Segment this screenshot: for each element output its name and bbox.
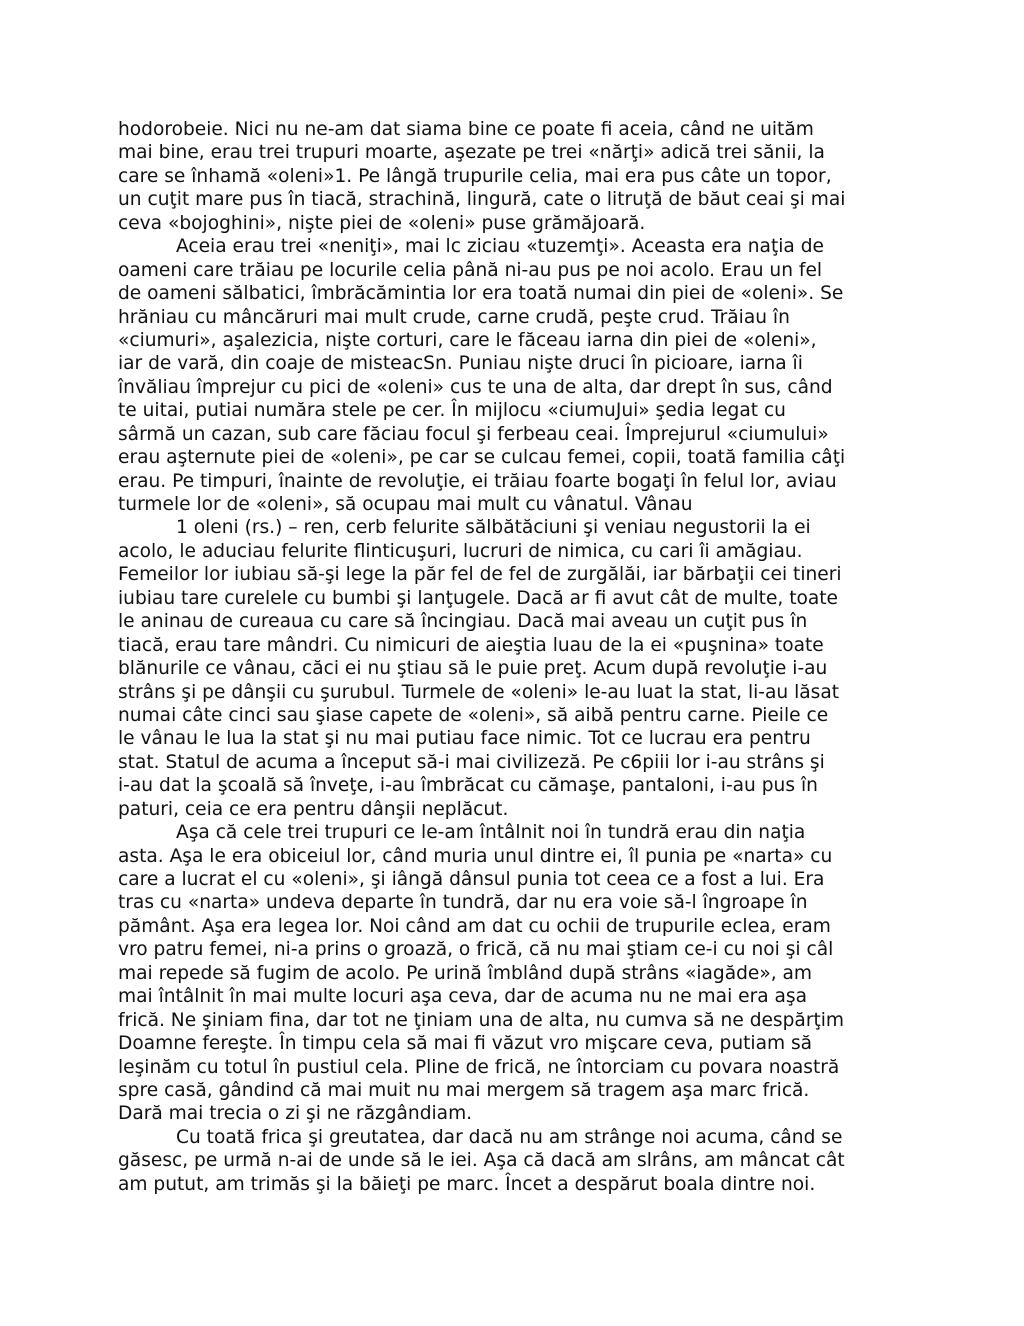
text-line: hodorobeie. Nici nu ne-am dat siama bine ce poate fi aceia, când ne uităm <box>118 119 814 140</box>
text-line: leşinăm cu totul în pustiul cela. Pline de frică, ne întorciam cu povara noastră <box>118 1056 840 1078</box>
text-line: acolo, le aduciau felurite flinticuşuri, lucruri de nimica, cu cari îi amăgiau. <box>118 540 803 562</box>
text-line: mai repede să fugim de acolo. Pe urină îmblând după strâns «iagăde», am <box>118 962 813 984</box>
text-line: iubiau tare curelele cu bumbi şi lanţugele. Dacă ar fi avut cât de multe, toate <box>118 587 838 609</box>
text-line: hrăniau cu mâncăruri mai mult crude, carne crudă, peşte crud. Trăiau în <box>118 306 790 328</box>
paragraph-start-line: 1 oleni (rs.) – ren, cerb felurite sălbătăciuni şi veniau negustorii la ei <box>176 517 811 539</box>
text-line: iar de vară, din coaje de misteacSn. Puniau nişte druci în picioare, iarna îi <box>118 353 803 375</box>
text-line: «ciumuri», aşalezicia, nişte corturi, care le făceau iarna din piei de «oleni», <box>118 329 817 351</box>
text-line: care se înhamă «oleni»1. Pe lângă trupurile celia, mai era pus câte un topor, <box>118 165 832 187</box>
text-line: le vânau le lua la stat şi nu mai putiau face nimic. Tot ce lucrau era pentru <box>118 728 811 750</box>
text-line: pământ. Aşa era legea lor. Noi când am dat cu ochii de trupurile eclea, eram <box>118 915 831 937</box>
text-line: strâns şi pe dânşii cu şurubul. Turmele de «oleni» le-au luat la stat, li-au lăsat <box>118 681 840 703</box>
text-line: Femeilor lor iubiau să-şi lege la păr fel de fel de zurgălăi, iar bărbaţii cei tineri <box>118 564 842 586</box>
text-line: i-au dat la şcoală să înveţe, i-au îmbrăcat cu cămaşe, pantaloni, i-au pus în <box>118 775 818 797</box>
text-line: mai întâlnit în mai multe locuri aşa ceva, dar de acuma nu ne mai era aşa <box>118 986 808 1008</box>
text-line: tras cu «narta» undeva departe în tundră, dar nu era voie să-l îngroape în <box>118 892 808 914</box>
text-line: oameni care trăiau pe locurile celia până ni-au pus pe noi acolo. Erau un fel <box>118 259 823 281</box>
text-line: am putut, am trimăs şi la băieţi pe marc. Încet a despărut boala dintre noi. <box>118 1173 816 1195</box>
text-line: vro patru femei, ni-a prins o groază, o frică, că nu mai ştiam ce-i cu noi şi câl <box>118 939 834 961</box>
body-text <box>118 118 908 1196</box>
text-line: Dară mai trecia o zi şi ne răzgândiam. <box>118 1103 473 1125</box>
text-line: blănurile ce vânau, căci ei nu ştiau să le puie preţ. Acum după revoluţie i-au <box>118 658 828 680</box>
text-line: erau aşternute piei de «oleni», pe car se culcau femei, copii, toată familia câţi <box>118 447 846 469</box>
text-line: ceva «bojoghini», nişte piei de «oleni» puse grămăjoară. <box>118 212 646 234</box>
text-line: Doamne fereşte. În timpu cela să mai fi văzut vro mişcare ceva, putiam să <box>118 1033 813 1055</box>
text-line: paturi, ceia ce era pentru dânşii neplăcut. <box>118 798 509 820</box>
text-line: le aninau de cureaua cu care să încingiau. Dacă mai aveau un cuţit pus în <box>118 611 808 633</box>
text-line: frică. Ne şiniam fina, dar tot ne ţiniam una de alta, nu cumva să ne despărţim <box>118 1009 845 1031</box>
paragraph-start-line: Cu toată frica şi greutatea, dar dacă nu am strânge noi acuma, când se <box>176 1126 843 1148</box>
text-line: numai câte cinci sau şiase capete de «oleni», să aibă pentru carne. Pieile ce <box>118 704 829 726</box>
text-line: asta. Aşa le era obiceiul lor, când muria unul dintre ei, îl punia pe «narta» cu <box>118 845 833 867</box>
text-line: de oameni sălbatici, îmbrăcămintia lor era toată numai din piei de «oleni». Se <box>118 283 844 305</box>
text-line: învăliau împrejur cu pici de «oleni» cus te una de alta, dar drept în sus, când <box>118 376 833 398</box>
text-line: turmele lor de «oleni», să ocupau mai mult cu vânatul. Vânau <box>118 494 693 515</box>
text-line: erau. Pe timpuri, înainte de revoluţie, ei trăiau foarte bogaţi în felul lor, aviau <box>118 470 837 492</box>
text-line: stat. Statul de acuma a început să-i mai civilizeză. Pe c6piii lor i-au strâns şi <box>118 751 825 773</box>
paragraph-start-line: Aceia erau trei «neniţi», mai lc ziciau «tuzemţi». Aceasta era naţia de <box>176 236 824 258</box>
text-line: un cuţit mare pus în tiacă, strachină, lingură, cate o litruţă de băut ceai şi mai <box>118 189 846 211</box>
text-line: care a lucrat el cu «oleni», şi iângă dânsul punia tot ceea ce a fost a lui. Era <box>118 869 825 890</box>
text-line: mai bine, erau trei trupuri moarte, aşezate pe trei «nărţi» adică trei sănii, la <box>118 142 825 164</box>
text-line: spre casă, gândind că mai muit nu mai mergem să tragem aşa marc frică. <box>118 1079 810 1101</box>
text-line: tiacă, erau tare mândri. Cu nimicuri de aieştia luau de la ei «puşnina» toate <box>118 634 824 656</box>
text-line: te uitai, putiai număra stele pe cer. În mijlocu «ciumuJui» şedia legat cu <box>118 400 786 422</box>
text-line: sârmă un cazan, sub care făciau focul şi ferbeau ceai. Împrejurul «ciumului» <box>118 423 829 445</box>
text-line: găsesc, pe urmă n-ai de unde să le iei. Aşa că dacă am slrâns, am mâncat cât <box>118 1150 845 1172</box>
paragraph-start-line: Aşa că cele trei trupuri ce le-am întâlnit noi în tundră erau din naţia <box>176 822 806 844</box>
